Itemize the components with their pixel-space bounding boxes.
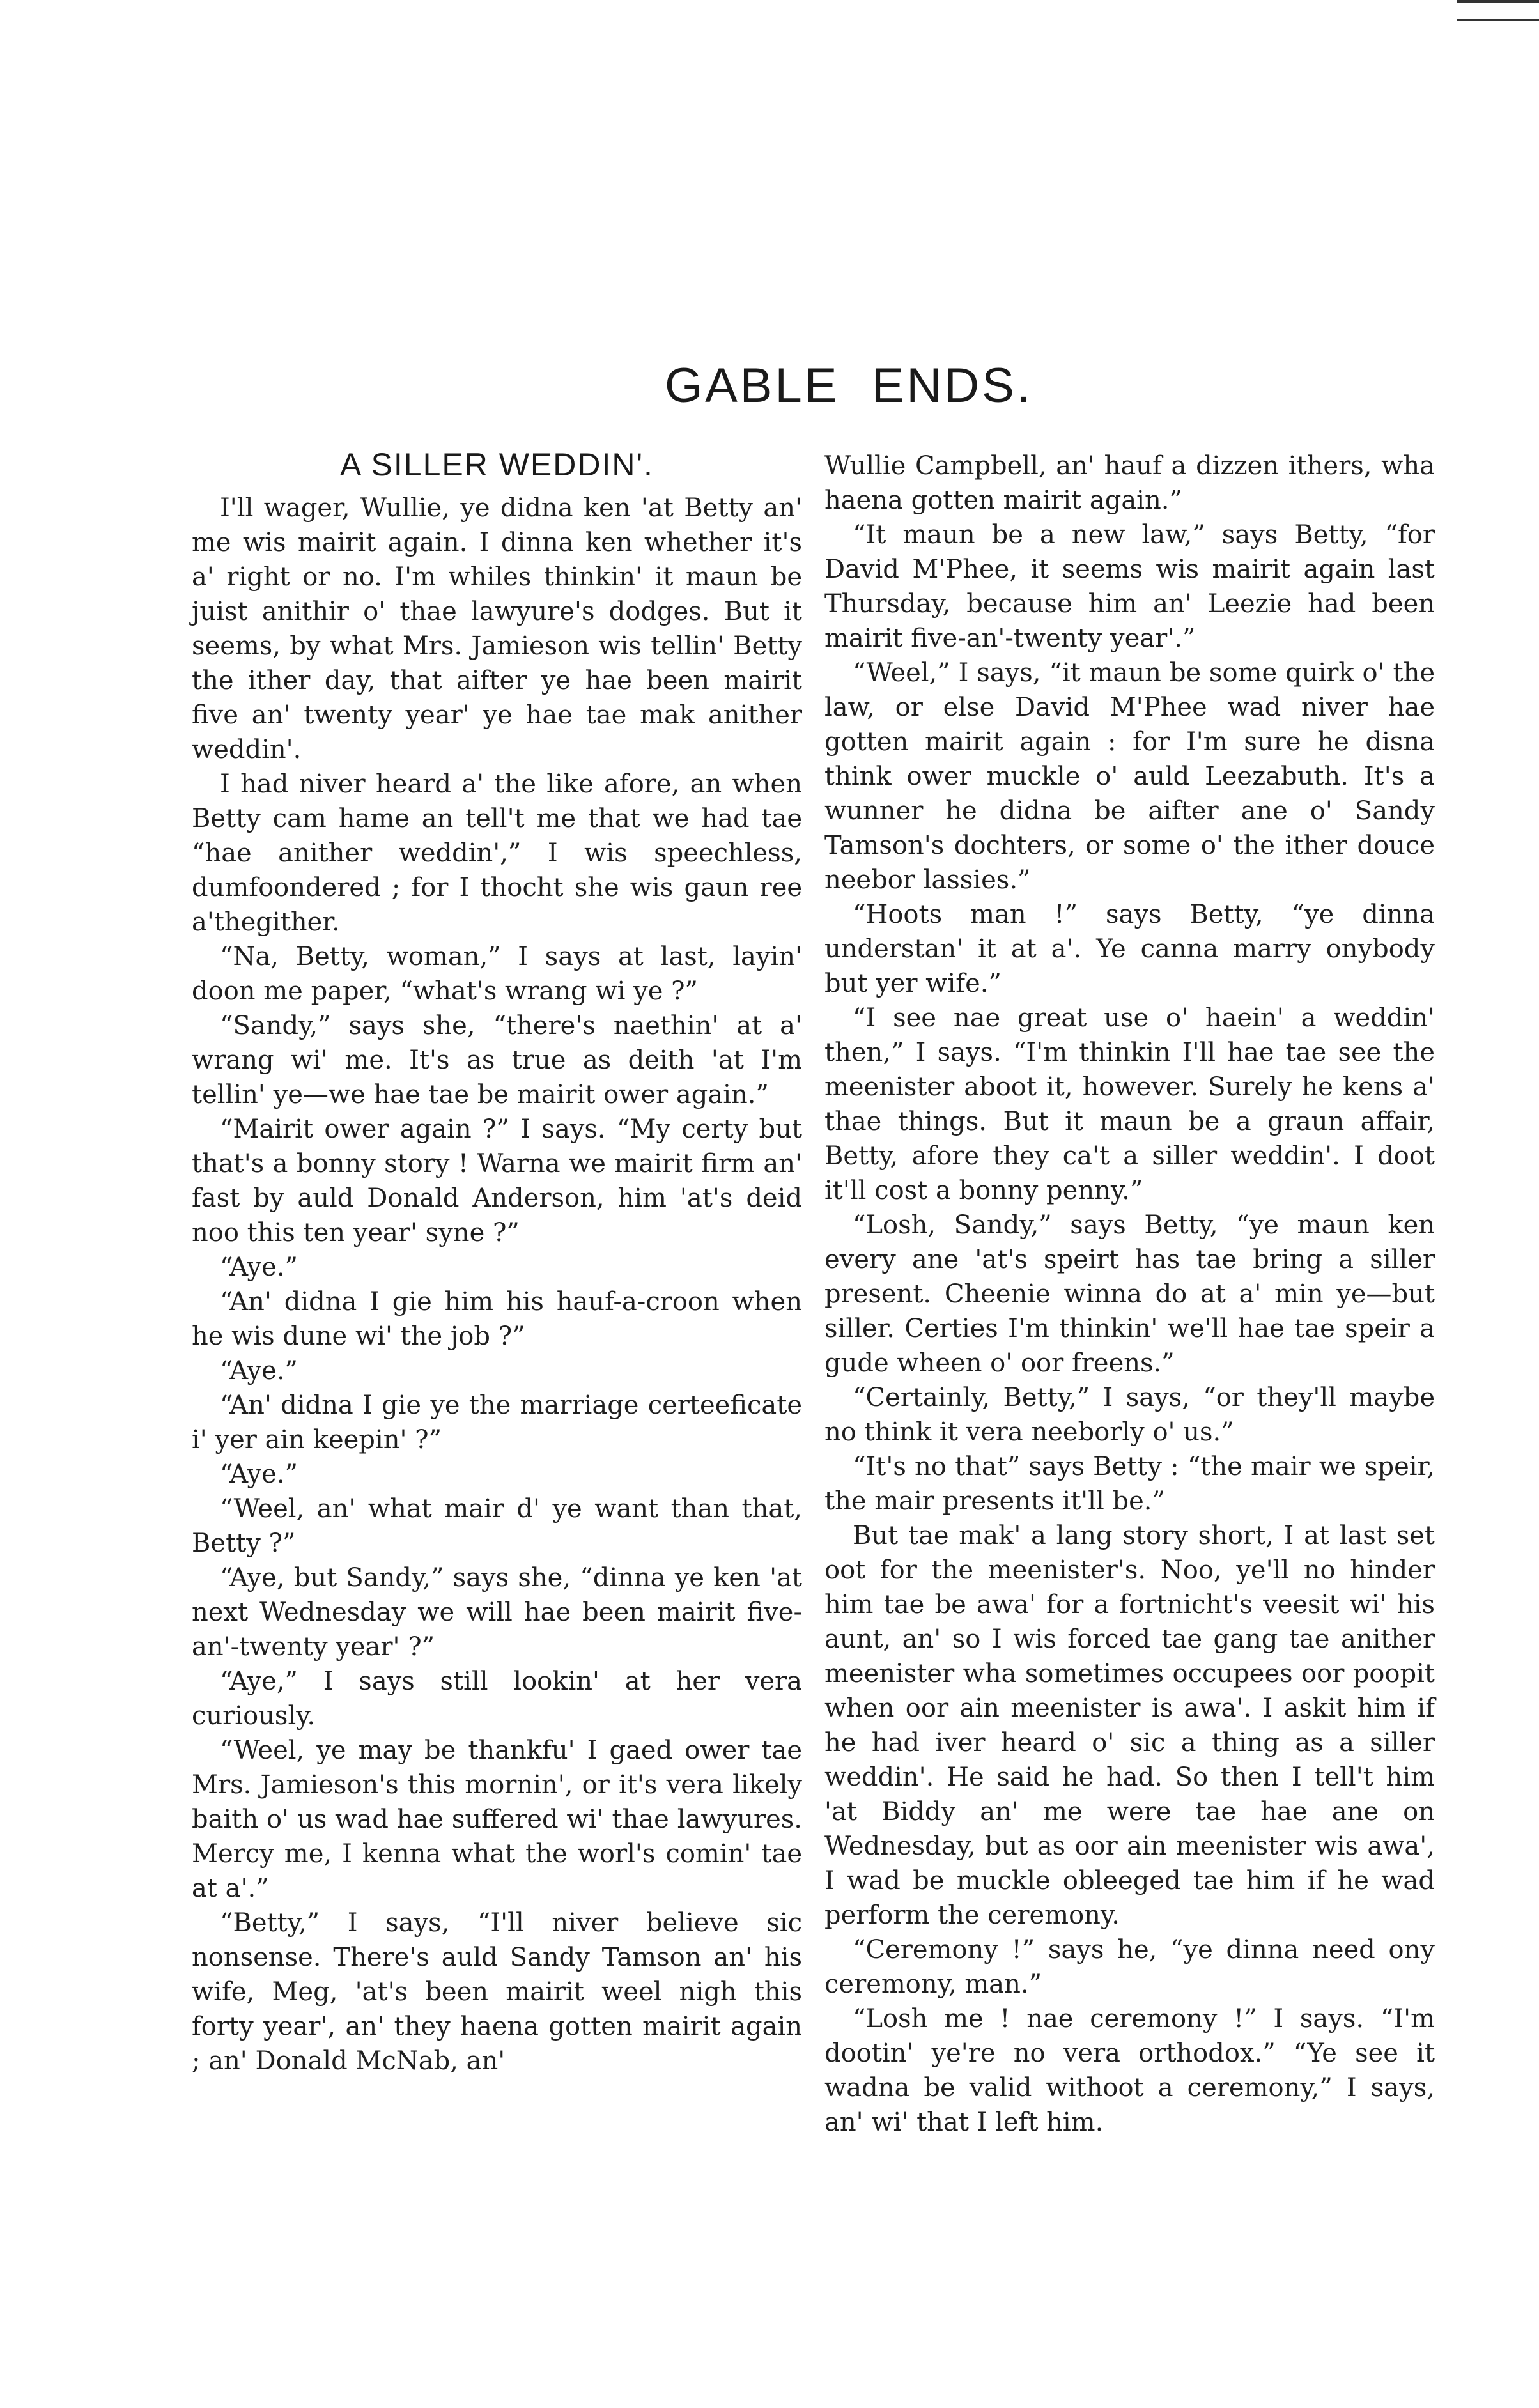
corner-rule xyxy=(1457,0,1539,21)
paragraph: “An' didna I gie him his hauf-a-croon when he wis dune wi' the job ?” xyxy=(192,1287,802,1351)
section-heading: A SILLER WEDDIN'. xyxy=(340,447,654,482)
paragraph: “Aye.” xyxy=(220,1460,298,1489)
paragraph: “It maun be a new law,” says Betty, “for David M'Phee, it seems wis mairit again last Thursday, because him an' Leezie had been mairit five-an'-twenty year'.” xyxy=(824,520,1435,653)
paragraph: “I see nae great use o' haein' a weddin' then,” I says. “I'm thinkin I'll hae tae see the meenister aboot it, however. Surely he kens a' thae things. But it maun be a graun affair, Betty, afore they ca't a siller weddin'. I doot it'll cost a bonny penny.” xyxy=(824,1003,1435,1205)
paragraph: “Losh me ! nae ceremony !” I says. “I'm dootin' ye're no vera orthodox.” “Ye see it wadna be valid withoot a ceremony,” I says, an' wi' that I left him. xyxy=(824,2004,1435,2137)
paragraph: “Ceremony !” says he, “ye dinna need ony ceremony, man.” xyxy=(824,1935,1435,1999)
paragraph: “It's no that” says Betty : “the mair we speir, the mair presents it'll be.” xyxy=(824,1452,1435,1516)
paragraph: “Aye,” I says still lookin' at her vera curiously. xyxy=(192,1667,802,1731)
paragraph: I had niver heard a' the like afore, an when Betty cam hame an tell't me that we had tae “hae anither weddin',” I wis speechless, dumfoondered ; for I thocht she wis gaun ree a'thegither. xyxy=(192,769,802,937)
page-title: GABLE ENDS. xyxy=(665,359,1033,413)
paragraph: “An' didna I gie ye the marriage certeeficate i' yer ain keepin' ?” xyxy=(192,1391,802,1455)
paragraph-continued: Wullie Campbell, an' hauf a dizzen ithers, wha haena gotten mairit again.” xyxy=(824,451,1435,515)
paragraph: “Weel, an' what mair d' ye want than that, Betty ?” xyxy=(192,1494,802,1558)
paragraph: “Aye.” xyxy=(220,1356,298,1385)
paragraph: “Losh, Sandy,” says Betty, “ye maun ken every ane 'at's speirt has tae bring a siller present. Cheenie winna do at a' min ye—but siller. Certies I'm thinkin' we'll hae tae speir a gude wheen o' oor freens.” xyxy=(824,1210,1435,1378)
paragraph: “Aye, but Sandy,” says she, “dinna ye ken 'at next Wednesday we will hae been mairit five-an'-twenty year' ?” xyxy=(192,1563,802,1662)
right-column xyxy=(824,449,1435,2140)
paragraph: I'll wager, Wullie, ye didna ken 'at Betty an' me wis mairit again. I dinna ken whether it's a' right or no. I'm whiles thinkin' it maun be juist anithir o' thae lawyure's dodges. But it seems, by what Mrs. Jamieson wis tellin' Betty the ither day, that aifter ye hae been mairit five an' twenty year' ye hae tae mak anither weddin'. xyxy=(192,493,802,764)
paragraph: “Betty,” I says, “I'll niver believe sic nonsense. There's auld Sandy Tamson an' his wife, Meg, 'at's been mairit weel nigh this forty year', an' they haena gotten mairit again ; an' Donald McNab, an' xyxy=(192,1908,802,2076)
paragraph: But tae mak' a lang story short, I at last set oot for the meenister's. Noo, ye'll no hinder him tae be awa' for a fortnicht's veesit wi' his aunt, an' so I wis forced tae gang tae anither meenister wha sometimes occupees oor poopit when oor ain meenister is awa'. I askit him if he had iver heard o' sic a thing as a siller weddin'. He said he had. So then I tell't him 'at Biddy an' me were tae hae ane on Wednesday, but as oor ain meenister wis awa', I wad be muckle obleeged tae him if he wad perform the ceremony. xyxy=(824,1521,1435,1930)
paragraph: “Mairit ower again ?” I says. “My certy but that's a bonny story ! Warna we mairit firm an' fast by auld Donald Anderson, him 'at's deid noo this ten year' syne ?” xyxy=(192,1115,802,1247)
paragraph: “Weel,” I says, “it maun be some quirk o' the law, or else David M'Phee wad niver hae gotten mairit again : for I'm sure he disna think ower muckle o' auld Leezabuth. It's a wunner he didna be aifter ane o' Sandy Tamson's dochters, or some o' the ither douce neebor lassies.” xyxy=(824,658,1435,895)
paragraph: “Certainly, Betty,” I says, “or they'll maybe no think it vera neeborly o' us.” xyxy=(824,1383,1435,1447)
paragraph: “Sandy,” says she, “there's naethin' at a' wrang wi' me. It's as true as deith 'at I'm tellin' ye—we hae tae be mairit ower again.” xyxy=(192,1011,802,1109)
paragraph: “Aye.” xyxy=(220,1253,298,1282)
paragraph: “Weel, ye may be thankfu' I gaed ower tae Mrs. Jamieson's this mornin', or it's vera likely baith o' us wad hae suffered wi' thae lawyures. Mercy me, I kenna what the worl's comin' tae at a'.” xyxy=(192,1736,802,1903)
paragraph: “Na, Betty, woman,” I says at last, layin' doon me paper, “what's wrang wi ye ?” xyxy=(192,942,802,1006)
paragraph: “Hoots man !” says Betty, “ye dinna understan' it at a'. Ye canna marry onybody but yer wife.” xyxy=(824,900,1435,998)
left-column xyxy=(192,447,802,2078)
